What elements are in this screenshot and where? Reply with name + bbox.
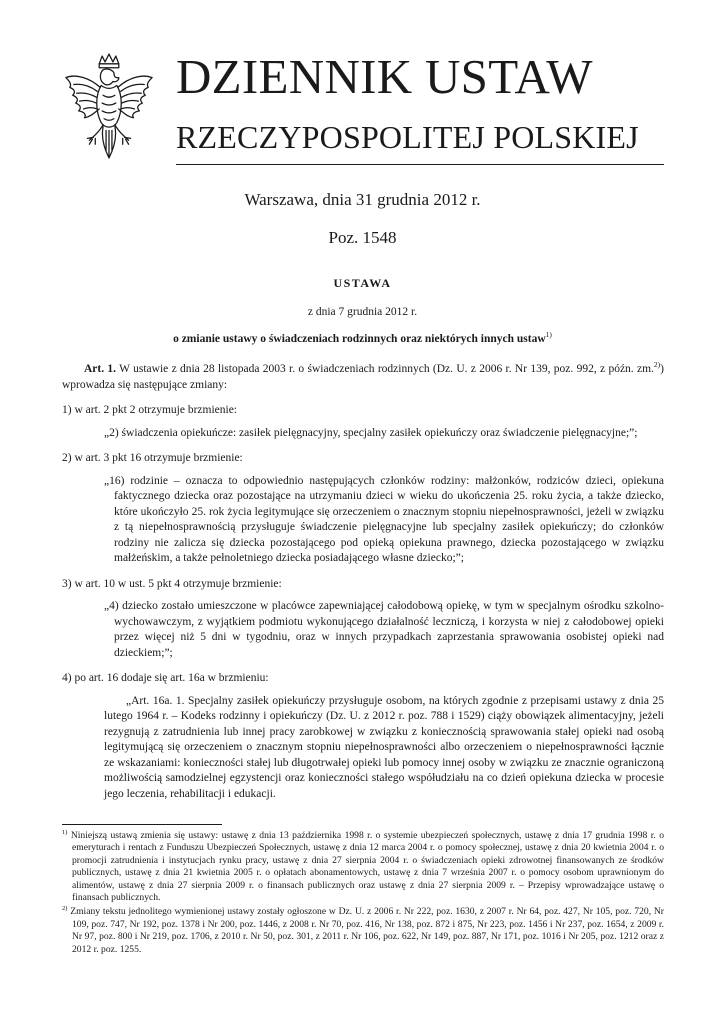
footnote-2 xyxy=(62,906,664,956)
masthead-subtitle: RZECZYPOSPOLITEJ POLSKIEJ xyxy=(176,119,639,155)
amendment-1-intro: 1) w art. 2 pkt 2 otrzymuje brzmienie: xyxy=(62,404,238,416)
issue-position: Poz. 1548 xyxy=(328,228,397,247)
issue-date: Warszawa, dnia 31 grudnia 2012 r. xyxy=(244,190,481,209)
amendment-1-text: „2) świadczenia opiekuńcze: zasiłek pielęgnacyjny, specjalny zasiłek opiekuńczy oraz świadczenie pielęgnacyjne;”; xyxy=(104,426,638,439)
amendment-3-text: „4) dziecko zostało umieszczone w placówce zapewniającej całodobową opiekę, w tym w specjalnym ośrodku szkolno-wychowawczym, z wyjątkiem podmiotu wykonującego działalność leczniczą, i korzysta w niej z całodobowej opieki przez więcej niż 5 dni w tygodniu, oraz w innych przypadkach zaprzestania sprawowania osobistej opieki nad dzieckiem;”; xyxy=(104,600,664,659)
masthead-title: DZIENNIK USTAW xyxy=(176,49,593,104)
article-1-text-b: ) wprowadza się następujące zmiany: xyxy=(62,363,664,391)
act-title xyxy=(0,330,725,345)
amendment-4-text: „Art. 16a. 1. Specjalny zasiłek opiekuńczy przysługuje osobom, na których zgodnie z przepisami ustawy z dnia 25 lutego 1964 r. – Kodeks rodzinny i opiekuńczy (Dz. U. z 2012 r. poz. 788 i 1529) ciąży obowiązek alimentacyjny, jeżeli rezygnują z zatrudnienia lub innej pracy zarobkowej w związku z koniecznością sprawowania stałej opieki nad osobą legitymującą się orzeczeniem o znacznym stopniu niepełnosprawności albo orzeczeniem o niepełnosprawności łącznie ze wskazaniami: konieczności stałej lub długotrwałej opieki lub pomocy innej osoby w związku ze znacznie ograniczoną możliwością samodzielnej egzystencji oraz konieczności stałego współudziału na co dzień opiekuna dziecka w procesie jego leczenia, rehabilitacji i edukacji. xyxy=(104,694,664,800)
act-type: USTAWA xyxy=(333,276,392,290)
act-body xyxy=(62,362,664,812)
amendment-2-text: „16) rodzinie – oznacza to odpowiednio następujących członków rodziny: małżonków, rodziców dzieci, opiekuna faktycznego dziecka oraz pozostające na utrzymaniu dzieci w wieku do ukończenia 25. roku życia, a także dziecko, które ukończyło 25. rok życia legitymujące się orzeczeniem o znacznym stopniu niepełnosprawności, jeżeli w związku z tą niepełnosprawnością przysługuje świadczenie pielęgnacyjne lub specjalny zasiłek opiekuńczy; do członków rodziny nie zalicza się dziecka pozostającego pod opieką opiekuna prawnego, dziecka pozostającego w związku małżeńskim, a także pełnoletniego dziecka posiadającego własne dziecko;”; xyxy=(104,474,664,564)
masthead-divider xyxy=(176,164,664,165)
act-date: z dnia 7 grudnia 2012 r. xyxy=(307,306,418,318)
article-1-label: Art. 1. xyxy=(84,363,117,375)
amendment-4-intro: 4) po art. 16 dodaje się art. 16a w brzmieniu: xyxy=(62,672,269,684)
polish-eagle-emblem-icon xyxy=(60,52,158,162)
article-1-text-a: W ustawie z dnia 28 listopada 2003 r. o świadczeniach rodzinnych (Dz. U. z 2006 r. Nr 139, poz. 992, z późn. zm. xyxy=(119,363,654,375)
footnote-1 xyxy=(62,830,664,904)
act-title-text: o zmianie ustawy o świadczeniach rodzinnych oraz niektórych innych ustaw xyxy=(173,333,546,345)
article-1-footnote-ref[interactable]: 2) xyxy=(653,360,661,370)
act-title-footnote-ref[interactable]: 1) xyxy=(545,330,552,340)
footnote-divider xyxy=(62,824,222,825)
footnote-1-marker: 1) xyxy=(62,828,68,836)
footnotes xyxy=(62,830,664,958)
amendment-3-intro: 3) w art. 10 w ust. 5 pkt 4 otrzymuje brzmienie: xyxy=(62,577,282,590)
footnote-2-marker: 2) xyxy=(62,905,68,913)
article-1 xyxy=(62,362,664,393)
amendment-2-intro: 2) w art. 3 pkt 16 otrzymuje brzmienie: xyxy=(62,452,243,464)
footnote-1-text: Niniejszą ustawą zmienia się ustawy: ustawę z dnia 13 października 1998 r. o systemie ubezpieczeń społecznych, ustawę z dnia 17 grudnia 1998 r. o emeryturach i rentach z Funduszu Ubezpieczeń Społecznych, ustawę z dnia 12 marca 2004 r. o pomocy społecznej, ustawę z dnia 20 kwietnia 2004 r. o promocji zatrudnienia i instytucjach rynku pracy, ustawę z dnia 27 sierpnia 2004 r. o świadczeniach opieki zdrowotnej finansowanych ze środków publicznych, ustawę z dnia 21 kwietnia 2005 r. o opłatach abonamentowych, ustawę z dnia 7 września 2007 r. o pomocy osobom uprawnionym do alimentów, ustawę z dnia 27 sierpnia 2009 r. o finansach publicznych oraz ustawę z dnia 27 sierpnia 2009 r. – Przepisy wprowadzające ustawę o finansach publicznych. xyxy=(70,830,664,904)
footnote-2-text: Zmiany tekstu jednolitego wymienionej ustawy zostały ogłoszone w Dz. U. z 2006 r. Nr 222, poz. 1630, z 2007 r. Nr 64, poz. 427, Nr 105, poz. 720, Nr 109, poz. 747, Nr 192, poz. 1378 i Nr 200, poz. 1446, z 2008 r. Nr 70, poz. 416, Nr 138, poz. 872 i 875, Nr 223, poz. 1456 i Nr 237, poz. 1654, z 2009 r. Nr 97, poz. 800 i Nr 219, poz. 1706, z 2010 r. Nr 50, poz. 301, z 2011 r. Nr 106, poz. 622, Nr 149, poz. 887, Nr 171, poz. 1016 i Nr 205, poz. 1212 oraz z 2012 r. poz. 1255. xyxy=(70,906,664,955)
